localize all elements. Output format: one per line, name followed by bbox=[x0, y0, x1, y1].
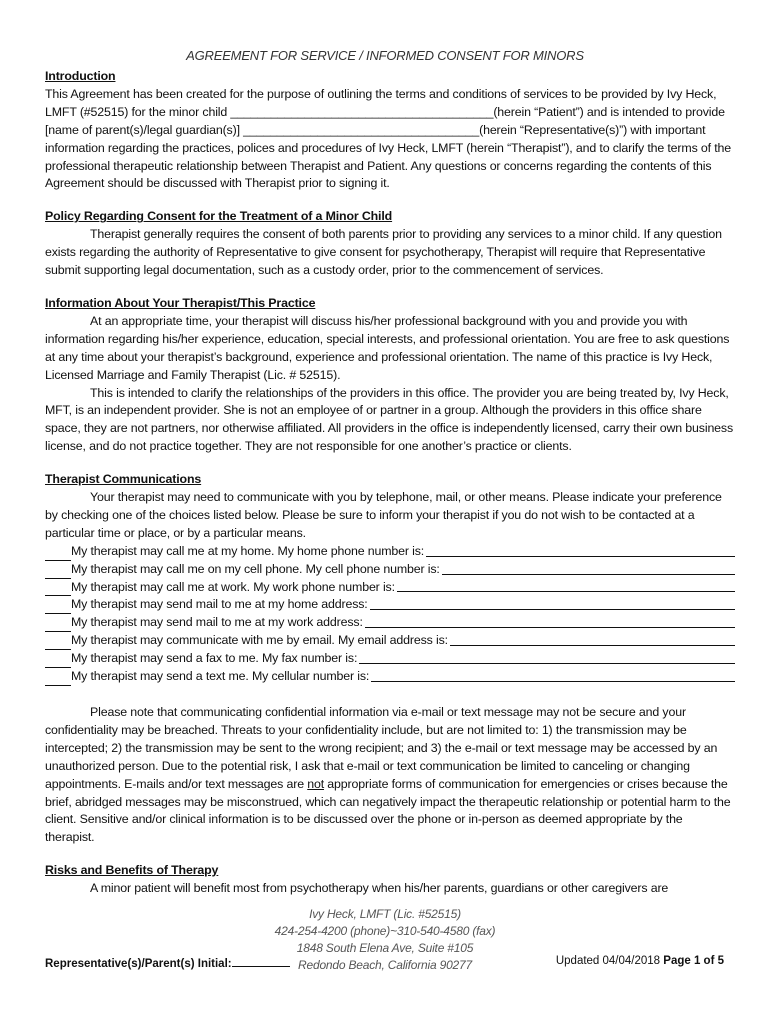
comms-heading: Therapist Communications bbox=[45, 472, 202, 487]
comms-option[interactable]: My therapist may send mail to me at my work address: bbox=[45, 614, 735, 632]
document-body bbox=[45, 68, 735, 898]
checkbox-blank[interactable] bbox=[45, 655, 71, 668]
checkbox-blank[interactable] bbox=[45, 637, 71, 650]
comms-option[interactable]: My therapist may communicate with me by email. My email address is: bbox=[45, 632, 735, 650]
consent-heading: Policy Regarding Consent for the Treatment of a Minor Child bbox=[45, 209, 393, 224]
document-title: AGREEMENT FOR SERVICE / INFORMED CONSENT FOR MINORS bbox=[186, 48, 584, 63]
footer-initial bbox=[45, 955, 290, 970]
comms-options-list bbox=[45, 543, 735, 686]
footer-phones: 424-254-4200 (phone)~310-540-4580 (fax) bbox=[274, 924, 496, 938]
checkbox-blank[interactable] bbox=[45, 673, 71, 686]
answer-line[interactable] bbox=[371, 669, 735, 682]
comms-option[interactable]: My therapist may send a fax to me. My fax number is: bbox=[45, 650, 735, 668]
comms-option[interactable]: My therapist may call me at my home. My home phone number is: bbox=[45, 543, 735, 561]
risks-heading: Risks and Benefits of Therapy bbox=[45, 863, 219, 878]
answer-line[interactable] bbox=[426, 544, 735, 557]
comms-option[interactable]: My therapist may send a text me. My cellular number is: bbox=[45, 668, 735, 686]
answer-line[interactable] bbox=[442, 562, 735, 575]
footer-address-line-1: 1848 South Elena Ave, Suite #105 bbox=[296, 941, 474, 955]
intro-paragraph: This Agreement has been created for the purpose of outlining the terms and conditions of services to be provided by Ivy Heck, LMFT (#52515) for the minor child _______________________________________(herein “Patient”) and is intended to provide [name of parent(s)/legal guardian(s)] ___________________________________(herein “Representative(s)”) with important information regarding the practices, polices and procedures of Ivy Heck, LMFT (herein “Therapist”), and to clarify the terms of the professional therapeutic relationship between Therapist and Patient. Any questions or concerns regarding the contents of this Agreement should be discussed with Therapist prior to signing it. bbox=[45, 86, 732, 191]
about-paragraph-1: At an appropriate time, your therapist will discuss his/her professional background with you and provide you with information regarding his/her experience, education, special interests, and professional orientation. You are free to ask questions at any time about your therapist’s background, experience and professional orientation. The name of this practice is Ivy Heck, Licensed Marriage and Family Therapist (Lic. # 52515). bbox=[45, 313, 730, 382]
answer-line[interactable] bbox=[365, 615, 735, 628]
footer-page-info bbox=[556, 955, 724, 967]
confidentiality-note: Please note that communicating confidential information via e-mail or text message may not be secure and your confidentiality may be breached. Threats to your confidentiality include, but are not limited to: 1) the transmission may be intercepted; 2) the transmission may be sent to the wrong recipient; and 3) the e-mail or text message may be accessed by an unauthorized person. Due to the potential risk, I ask that e-mail or text communication be limited to canceling or changing appointments. E-mails and/or text messages are not appropriate forms of communication for emergencies or crises because the brief, abridged messages may be misconstrued, which can negatively impact the therapeutic relationship or potential harm to the client. Sensitive and/or clinical information is to be discussed over the phone or in-person as deemed appropriate by the therapist. bbox=[45, 705, 731, 845]
checkbox-blank[interactable] bbox=[45, 619, 71, 632]
page-number: Page 1 of 5 bbox=[663, 955, 724, 967]
risks-paragraph: A minor patient will benefit most from psychotherapy when his/her parents, guardians or other caregivers are bbox=[90, 881, 669, 896]
checkbox-blank[interactable] bbox=[45, 601, 71, 614]
answer-line[interactable] bbox=[359, 651, 735, 664]
answer-line[interactable] bbox=[370, 597, 735, 610]
comms-paragraph: Your therapist may need to communicate with you by telephone, mail, or other means. Please indicate your preference by checking one of the choices listed below. Please be sure to inform your therapist if you do not wish to be contacted at a particular time or place, or by a particular means. bbox=[45, 490, 722, 540]
initial-field[interactable] bbox=[232, 955, 290, 967]
consent-paragraph: Therapist generally requires the consent of both parents prior to providing any services to a minor child. If any question exists regarding the authority of Representative to give consent for psychotherapy, Therapist will require that Representative submit supporting legal documentation, such as a custody order, prior to the commencement of services. bbox=[45, 227, 722, 278]
initial-label: Representative(s)/Parent(s) Initial: bbox=[45, 958, 232, 970]
checkbox-blank[interactable] bbox=[45, 548, 71, 561]
comms-option[interactable]: My therapist may call me on my cell phone. My cell phone number is: bbox=[45, 561, 735, 579]
comms-option[interactable]: My therapist may send mail to me at my home address: bbox=[45, 596, 735, 614]
footer-address-line-2: Redondo Beach, California 90277 bbox=[298, 958, 472, 972]
updated-date: Updated 04/04/2018 bbox=[555, 955, 661, 967]
comms-option[interactable]: My therapist may call me at work. My work phone number is: bbox=[45, 579, 735, 597]
intro-heading: Introduction bbox=[45, 69, 116, 83]
answer-line[interactable] bbox=[450, 633, 735, 646]
about-paragraph-2: This is intended to clarify the relationships of the providers in this office. The provider you are being treated by, Ivy Heck, MFT, is an independent provider. She is not an employee of or partner in a group. Although the providers in this office share space, they are not partners, nor otherwise affiliated. All providers in the office is independently licensed, carry their own business license, and do not practice together. They are not responsible for one another’s practice or clients. bbox=[45, 385, 734, 454]
footer-therapist-name: Ivy Heck, LMFT (Lic. #52515) bbox=[309, 907, 461, 921]
checkbox-blank[interactable] bbox=[45, 583, 71, 596]
about-heading: Information About Your Therapist/This Practice bbox=[45, 295, 316, 310]
answer-line[interactable] bbox=[397, 579, 735, 592]
checkbox-blank[interactable] bbox=[45, 566, 71, 579]
